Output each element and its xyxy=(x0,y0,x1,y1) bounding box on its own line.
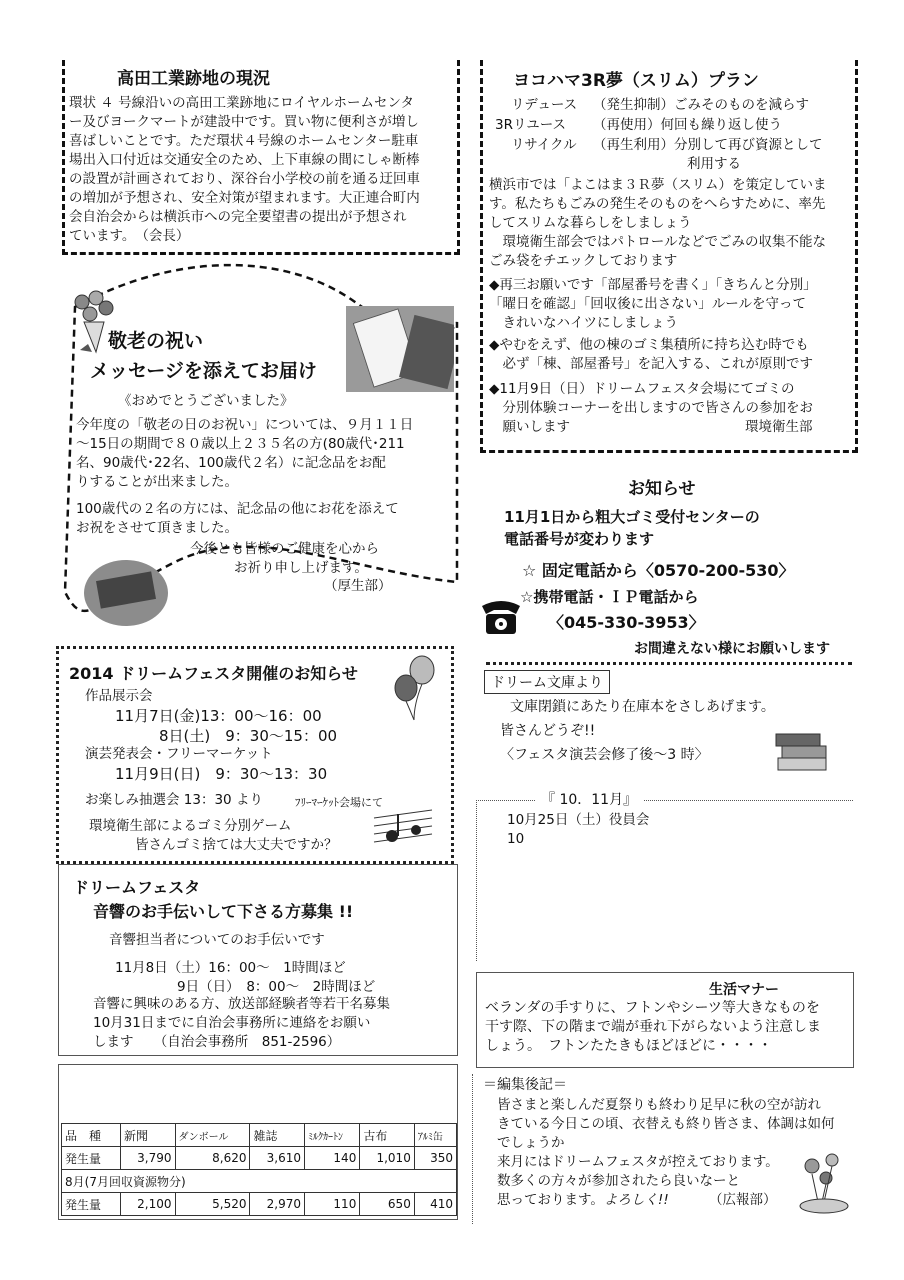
editor-sign: （広報部） xyxy=(709,1192,777,1208)
editor-title: ＝編集後記＝ xyxy=(483,1077,567,1093)
table-cell: 5,520 xyxy=(175,1193,250,1216)
table-cell: 1,010 xyxy=(360,1147,415,1170)
balloons-icon xyxy=(384,654,438,722)
takada-line: の設置が計画されており、深谷台小学校の前を通る迂回車 xyxy=(69,171,420,187)
sound-l4: 音響に興味のある方、放送部経験者等若干名募集 xyxy=(93,996,390,1012)
sound-title-1: ドリームフェスタ xyxy=(73,878,201,897)
manner-body xyxy=(485,999,851,1056)
keiro-line: りすることが出来ました。 xyxy=(76,474,238,490)
keiro-para3 xyxy=(190,540,430,578)
sound-l2: 11月8日（土）16：00〜 1時間ほど xyxy=(115,960,346,976)
takada-section xyxy=(62,60,460,255)
festa-ex1: 11月7日(金)13：00〜16：00 xyxy=(115,707,322,725)
slim-b1 xyxy=(489,276,853,333)
editor-body xyxy=(497,1096,847,1210)
keiro-photo xyxy=(84,560,168,626)
books-icon xyxy=(772,728,832,774)
keiro-title-1: 敬老の祝い xyxy=(108,330,204,352)
sound-l1: 音響担当者についてのお手伝いです xyxy=(109,932,325,948)
bunko-l2: 皆さんどうぞ!! xyxy=(500,723,596,739)
slim-line: 「曜日を確認」「回収後に出さない」ルールを守って xyxy=(489,296,806,312)
slim-line: 必ず「棟、部屋番号」を記入する、これが原則です xyxy=(489,356,813,372)
slim-r3b: （再生利用）分別して再び資源として xyxy=(593,137,823,153)
sound-l6: します （自治会事務所 851-2596） xyxy=(93,1034,341,1050)
slim-line: きれいなハイツにしましょう xyxy=(489,315,678,331)
slim-line: 願いします xyxy=(489,419,570,435)
keiro-sign: （厚生部） xyxy=(324,578,392,594)
notice-title: お知らせ xyxy=(628,479,696,499)
sound-l3: 9日（日） 8：00〜 2時間ほど xyxy=(177,979,376,995)
slim-r2a: 3Rリユース xyxy=(495,117,567,133)
slim-r1a: リデュース xyxy=(511,97,578,113)
festa-game2: 皆さんゴミ捨ては大丈夫ですか？ xyxy=(135,837,338,853)
takada-line: 場出入口付近は交通安全のため、上下車線の間にしゃ断棒 xyxy=(69,152,420,168)
table-header: 雑誌 xyxy=(250,1124,305,1147)
festa-lottery-place: ﾌﾘｰﾏｰｹｯﾄ会場にて xyxy=(295,796,383,809)
editor-line: 皆さまと楽しんだ夏祭りも終わり足早に秋の空が訪れ xyxy=(497,1097,821,1113)
keiro-line: お祝をさせて頂きました。 xyxy=(76,520,238,536)
schedule-section xyxy=(476,792,853,961)
slim-line: ◆再三お願いです「部屋番号を書く」「きちんと分別」 xyxy=(489,277,817,293)
bunko-title: ドリーム文庫より xyxy=(484,670,610,694)
notice-mobile-num: 〈045-330-3953〉 xyxy=(548,613,705,632)
manner-line: しょう。 フトンたたきもほどほどに・・・・ xyxy=(485,1038,772,1054)
table-cell: 8,620 xyxy=(175,1147,250,1170)
sound-l5: 10月31日までに自治会事務所に連絡をお願い xyxy=(93,1015,371,1031)
keiro-line: お祈り申し上げます。 xyxy=(234,560,368,576)
takada-title: 高田工業跡地の現況 xyxy=(117,69,270,89)
editor-line: 来月にはドリームフェスタが控えております。 xyxy=(497,1154,779,1170)
table-cell: 発生量 xyxy=(62,1147,121,1170)
keiro-line: 〜15日の期間で８０歳以上２３５名の方(80歳代･211 xyxy=(76,436,405,452)
notice-l2: 電話番号が変わります xyxy=(504,530,655,548)
slim-title: ヨコハマ3R夢（スリム）プラン xyxy=(513,71,759,91)
keiro-title-2: メッセージを添えてお届け xyxy=(90,360,317,382)
notice-warn: お間違えない様にお願いします xyxy=(634,641,830,657)
sound-section xyxy=(58,864,458,1056)
slim-sign: 環境衛生部 xyxy=(745,419,813,435)
bunko-l3: 〈フェスタ演芸会修了後〜3 時〉 xyxy=(500,747,709,763)
slim-line: 分別体験コーナーを出しますので皆さんの参加をお xyxy=(489,400,813,416)
table-cell: 350 xyxy=(414,1147,456,1170)
notice-fixed: ☆ 固定電話から〈0570-200-530〉 xyxy=(522,561,795,580)
table-cell: 発生量 xyxy=(62,1193,121,1216)
sound-title-2: 音響のお手伝いして下さる方募集 !! xyxy=(93,902,354,921)
table-cell: 110 xyxy=(304,1193,359,1216)
table-header: 古布 xyxy=(360,1124,415,1147)
festa-ex2: 8日(土) 9：30〜15：00 xyxy=(159,727,338,745)
slim-line: ◆やむをえず、他の棟のゴミ集積所に持ち込む時でも xyxy=(489,337,809,353)
editor-line: きている今日この頃、衣替えも終り皆さま、体調は如何 xyxy=(497,1116,835,1132)
keiro-line: 名、90歳代･22名、100歳代２名）に記念品をお配 xyxy=(76,455,386,471)
table-cell: 2,100 xyxy=(121,1193,176,1216)
slim-p1 xyxy=(489,176,853,271)
table-row xyxy=(62,1147,457,1170)
editor-line: 数多くの方々が参加されたら良いなーと xyxy=(497,1173,740,1189)
table-cell: 410 xyxy=(414,1193,456,1216)
takada-line: 環状 ４ 号線沿いの高田工業跡地にロイヤルホームセンタ xyxy=(69,95,415,111)
festa-title: 2014 ドリームフェスタ開催のお知らせ xyxy=(69,664,358,683)
slim-b2 xyxy=(489,336,853,374)
bunko-l1: 文庫閉鎖にあたり在庫本をさしあげます。 xyxy=(510,699,775,715)
manner-line: ベランダの手すりに、フトンやシーツ等大きなものを xyxy=(485,1000,820,1016)
slim-r3a: リサイクル xyxy=(511,137,577,153)
slim-line: してスリムな暮らしをしましょう xyxy=(489,215,692,231)
festa-exhibit: 作品展示会 xyxy=(85,688,153,704)
keiro-line: 100歳代の２名の方には、記念品の他にお花を添えて xyxy=(76,501,399,517)
table-cell: 3,790 xyxy=(121,1147,176,1170)
manner-line: 干す際、下の階まで端が垂れ下がらないよう注意しま xyxy=(485,1019,821,1035)
schedule-title: 『 10．11月』 xyxy=(535,791,643,810)
table-header: 新聞 xyxy=(121,1124,176,1147)
table-cell: 650 xyxy=(360,1193,415,1216)
editor-last: 思っております。 xyxy=(497,1192,604,1208)
table-row xyxy=(62,1193,457,1216)
resource-section xyxy=(58,1064,458,1220)
takada-line: ています。 （会長） xyxy=(69,228,190,244)
festa-pf1: 11月9日(日) 9：30〜13：30 xyxy=(115,765,328,783)
notice-mobile: ☆携帯電話・ＩＰ電話から xyxy=(520,588,699,606)
schedule-l1: 10月25日（土）役員会 xyxy=(507,812,650,828)
slim-r3c: 利用する xyxy=(687,156,741,172)
editor-last-italic: よろしく!! xyxy=(603,1192,669,1208)
keiro-para2 xyxy=(76,500,456,538)
music-note-icon xyxy=(372,808,434,852)
keiro-line: 今年度の「敬老の日のお祝い」については、９月１１日 xyxy=(76,417,414,433)
notice-divider xyxy=(486,662,852,665)
slim-r1b: （発生抑制）ごみそのものを減らす xyxy=(593,97,809,113)
table-cell: 2,970 xyxy=(250,1193,305,1216)
keiro-line: 今後とも皆様のご健康を心から xyxy=(190,541,379,557)
table-header: ダンボール xyxy=(175,1124,250,1147)
festa-perform: 演芸発表会・フリーマーケット xyxy=(85,746,273,762)
takada-body xyxy=(69,94,457,246)
schedule-l2: 10 xyxy=(507,831,525,847)
table-cell: 3,610 xyxy=(250,1147,305,1170)
takada-line: の増加が予想され、安全対策が望まれます。大正連合町内 xyxy=(69,190,420,206)
table-cell: 140 xyxy=(304,1147,359,1170)
table-header-row xyxy=(62,1124,457,1147)
takada-line: 会自治会からは横浜市への完全要望書の提出が予想され xyxy=(69,209,407,225)
gift-photo xyxy=(346,306,454,392)
table-row xyxy=(62,1170,457,1193)
manner-title: 生活マナー xyxy=(709,982,779,998)
flowers-icon xyxy=(796,1150,852,1214)
manner-section xyxy=(476,972,854,1068)
festa-lottery: お楽しみ抽選会 13：30 より xyxy=(85,792,263,808)
takada-line: ー及びヨークマートが建設中です。買い物に便利さが増し xyxy=(69,114,419,130)
takada-line: 喜ばしいことです。ただ環状４号線のホームセンター駐車 xyxy=(69,133,419,149)
editor-last-line xyxy=(497,1191,847,1210)
slim-line: ごみ袋をチエックしております xyxy=(489,253,678,269)
editor-line: でしょうか xyxy=(497,1135,565,1151)
resource-table xyxy=(61,1123,457,1216)
table-header: ｱﾙﾐ缶 xyxy=(414,1124,456,1147)
keiro-sub: 《おめでとうございました》 xyxy=(118,393,294,409)
slim-line: ◆11月9日（日）ドリームフェスタ会場にてゴミの xyxy=(489,381,795,397)
keiro-para1 xyxy=(76,416,456,492)
slim-line: 横浜市では「よこはま３Ｒ夢（スリム）を策定していま xyxy=(489,177,827,193)
notice-l1: 11月1日から粗大ゴミ受付センターの xyxy=(504,508,760,526)
table-header: 品 種 xyxy=(62,1124,121,1147)
slim-r2b: （再使用）何回も繰り返し使う xyxy=(593,117,782,133)
slim-line: す。私たちもごみの発生そのものをへらすために、率先 xyxy=(489,196,826,212)
slim-line: 環境衛生部会ではパトロールなどでごみの収集不能な xyxy=(489,234,826,250)
table-header: ﾐﾙｸｶｰﾄﾝ xyxy=(304,1124,359,1147)
table-month: 8月(7月回収資源物分) xyxy=(62,1170,457,1193)
telephone-icon xyxy=(478,596,524,636)
festa-game: 環境衛生部によるゴミ分別ゲーム xyxy=(89,818,292,834)
slim-section xyxy=(480,60,858,453)
